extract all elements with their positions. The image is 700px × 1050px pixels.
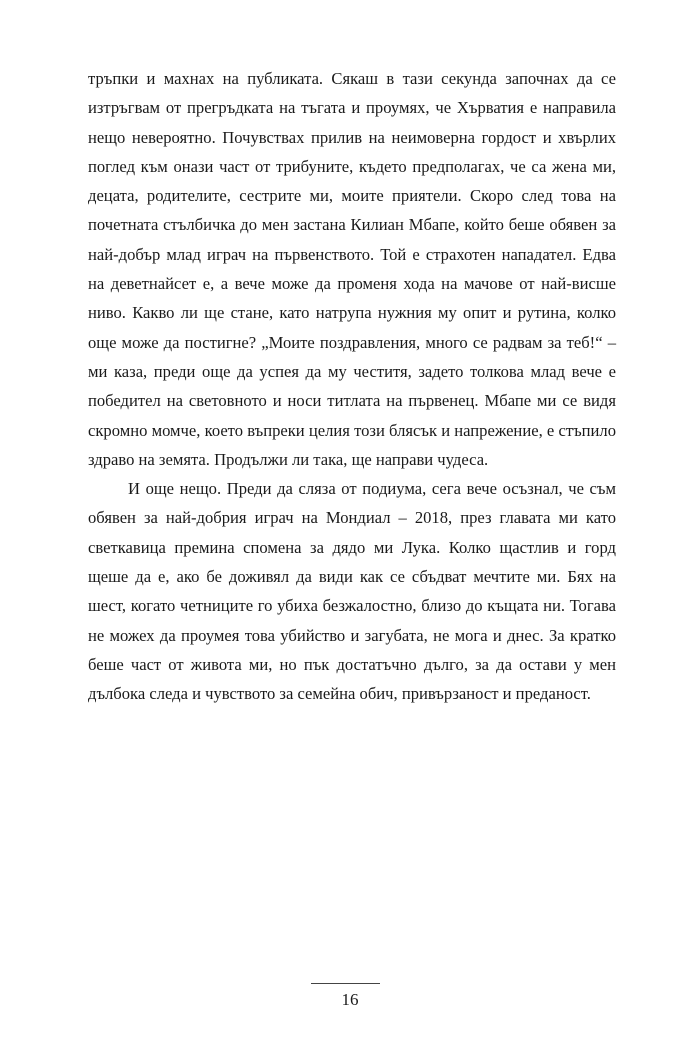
paragraph-1: тръпки и махнах на публиката. Сякаш в тази секунда започнах да се изтръгвам от прегръдката на тъгата и проумях, че Хърватия е направила нещо невероятно. Почувствах прилив на неимоверна гордост и хвърлих поглед към онази част от трибуните, където предполагах, че са жена ми, децата, родителите, сестрите ми, моите приятели. Скоро след това на почетната стълбичка до мен застана Килиан Мбапе, който беше обявен за най-добър млад играч на първенството. Той е страхотен нападател. Едва на деветнайсет е, а вече може да променя хода на мачове от най-висше ниво. Какво ли ще стане, като натрупа нужния му опит и рутина, колко още може да постигне? „Моите поздравления, много се радвам за теб!“ – ми каза, преди още да успея да му честитя, задето толкова млад вече е победител на световното и носи титлата на първенец. Мбапе ми се видя скромно момче, което въпреки целия този блясък и напрежение, е стъпило здраво на земята. Продължи ли така, ще направи чудеса.: [88, 69, 616, 469]
body-text: [88, 64, 616, 709]
footer-rule: [311, 983, 380, 984]
page-number: 16: [341, 990, 359, 1009]
paragraph-2: И още нещо. Преди да сляза от подиума, сега вече осъзнал, че съм обявен за най-добрия играч на Мондиал – 2018, през главата ми като светкавица премина спомена за дядо ми Лука. Колко щастлив и горд щеше да е, ако бе доживял да види как се сбъдват мечтите ми. Бях на шест, когато четниците го убиха безжалостно, близо до къщата ни. Тогава не можех да проумея това убийство и загубата, не мога и днес. За кратко беше част от живота ми, но пък достатъчно дълго, за да остави у мен дълбока следа и чувството за семейна обич, привързаност и преданост.: [88, 479, 616, 704]
